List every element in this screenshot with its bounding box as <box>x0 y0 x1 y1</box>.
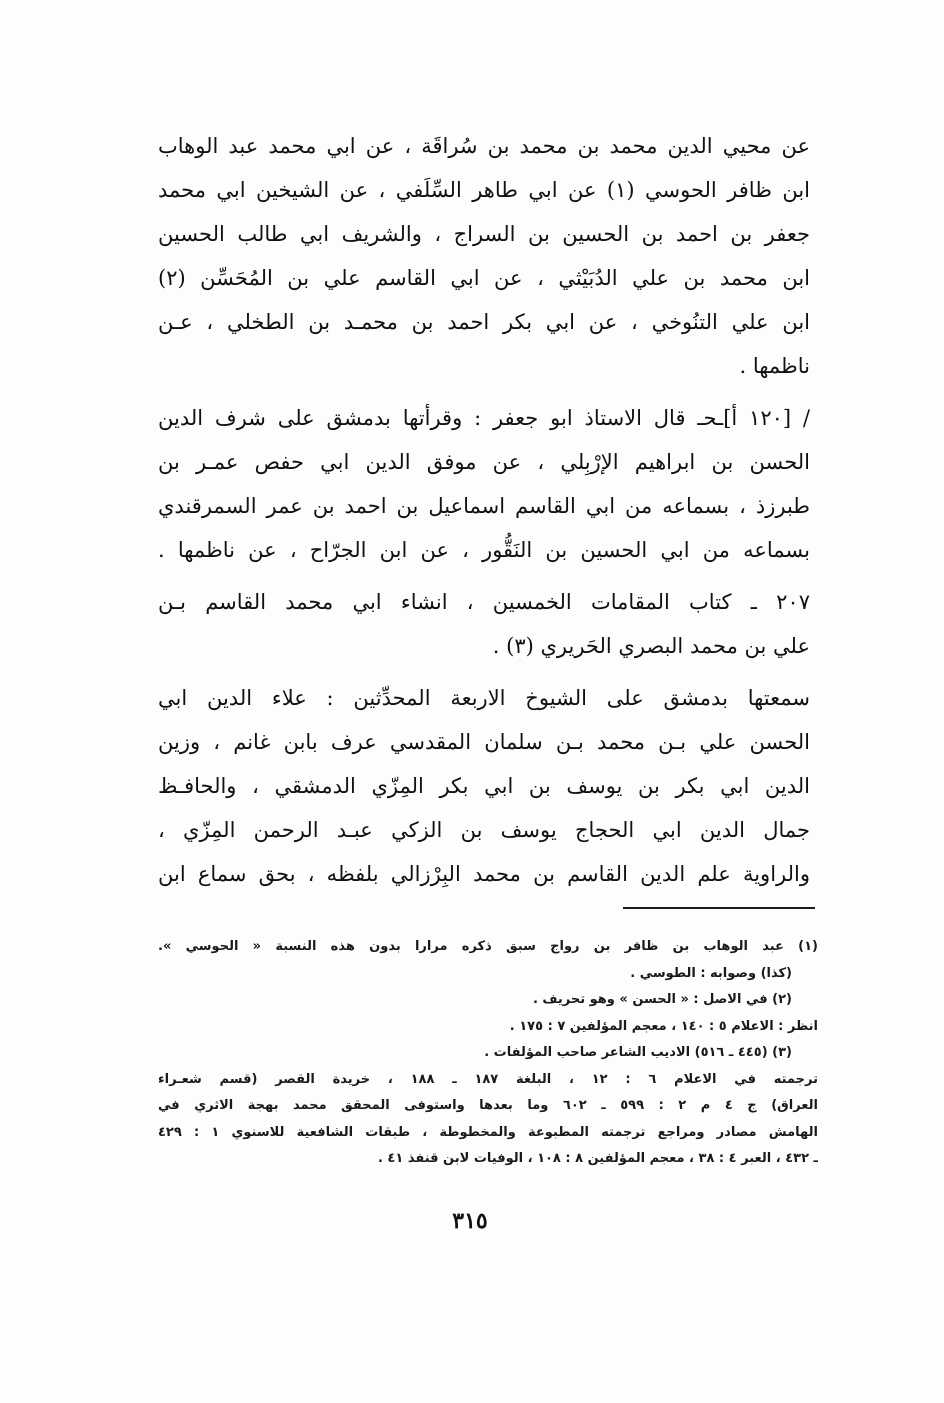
text-line: ابن ظافر الحوسي (١) عن ابي طاهر السِّلَفي ، عن الشيخين ابي محمد <box>158 178 810 202</box>
footnote-line: (١) عبد الوهاب بن ظافر بن رواج سبق ذكره مرارا بدون هذه النسبة « الحوسي ». <box>158 939 818 954</box>
text-line: سمعتها بدمشق على الشيوخ الاربعة المحدِّثين : علاء الدين ابي <box>158 686 810 710</box>
text-line: الحسن بن ابراهيم الإرْبِلي ، عن موفق الدين ابي حفص عمـر بن <box>158 450 810 474</box>
text-line: ناظمها . <box>739 354 810 378</box>
text-line: طبرزذ ، بسماعه من ابي القاسم اسماعيل بن احمد بن عمر السمرقندي <box>158 494 810 518</box>
paragraph-isnad-1 <box>158 124 810 388</box>
text-line: جمال الدين ابي الحجاج يوسف بن الزكي عبـد الرحمن المِزّي ، <box>158 818 810 842</box>
paragraph-samaa <box>158 676 810 896</box>
footnote-line: ترجمته في الاعلام ٦ : ١٢ ، البلغة ١٨٧ ـ ١٨٨ ، خريدة القصر (قسم شعـراء <box>158 1071 818 1087</box>
footnote-separator <box>623 907 815 909</box>
text-line: عن محيي الدين محمد بن محمد بن سُراقَة ، عن ابي محمد عبد الوهاب <box>158 134 810 158</box>
paragraph-isnad-2 <box>158 396 810 572</box>
page-number: ٣١٥ <box>452 1208 488 1234</box>
footnote-line: الهامش مصادر ومراجع ترجمته المطبوعة والمخطوطة ، طبقات الشافعية للاسنوي ١ : ٤٢٩ <box>158 1124 818 1140</box>
text-line: جعفر بن احمد بن الحسين بن السراج ، والشريف ابي طالب الحسين <box>158 222 810 246</box>
footnote-line: (كذا) وصوابه : الطوسي . <box>630 965 792 981</box>
text-line: والراوية علم الدين القاسم بن محمد البِرْزالي بلفظه ، بحق سماع ابن <box>158 862 810 886</box>
text-line: الحسن علي بـن محمد بـن سلمان المقدسي عرف بابن غانم ، وزين <box>158 730 810 754</box>
footnote-line: (٣) (٤٤٥ ـ ٥١٦) الاديب الشاعر صاحب المؤلفات . <box>484 1045 792 1060</box>
text-line: ابن علي التنُوخي ، عن ابي بكر احمد بن محمـد بن الطخلي ، عـن <box>158 310 810 334</box>
text-line: بسماعه من ابي الحسين بن النَقُّور ، عن ابن الجرّاح ، عن ناظمها . <box>158 538 810 562</box>
entry-heading-line: ٢٠٧ ـ كتاب المقامات الخمسين ، انشاء ابي محمد القاسم بـن <box>158 590 810 614</box>
footnote-line: (٢) في الاصل : « الحسن » وهو تحريف . <box>532 992 792 1007</box>
text-line: / [١٢٠ أ]ـحـ قال الاستاذ ابو جعفر : وقرأتها بدمشق على شرف الدين <box>158 406 810 430</box>
text-line: ابن محمد بن علي الدُبَيْثي ، عن ابي القاسم علي بن المُحَسِّن (٢) <box>158 266 810 290</box>
footnote-line: ـ ٤٣٢ ، العبر ٤ : ٣٨ ، معجم المؤلفين ٨ : ١٠٨ ، الوفيات لابن قنفذ ٤١ . <box>377 1151 818 1166</box>
text-line: الدين ابي بكر بن يوسف بن ابي بكر المِزّي الدمشقي ، والحافـظ <box>158 774 810 798</box>
paragraph-entry-207 <box>158 580 810 668</box>
footnote-line: العراق) ج ٤ م ٢ : ٥٩٩ ـ ٦٠٢ وما بعدها واستوفى المحقق محمد بهجة الاثري في <box>158 1098 818 1113</box>
text-line: علي بن محمد البصري الحَريري (٣) . <box>492 634 810 658</box>
footnote-line: انظر : الاعلام ٥ : ١٤٠ ، معجم المؤلفين ٧ : ١٧٥ . <box>509 1018 818 1034</box>
footnotes <box>158 934 818 1173</box>
